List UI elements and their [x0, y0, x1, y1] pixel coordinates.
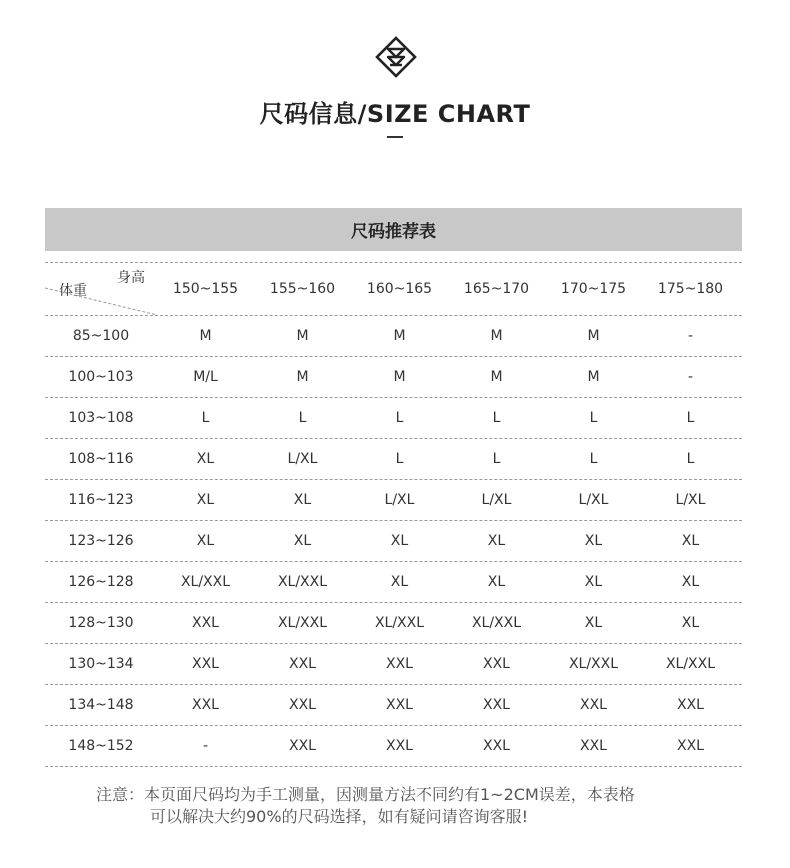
- note-line-1: 注意：本页面尺码均为手工测量，因测量方法不同约有1~2CM误差，本表格: [96, 785, 635, 804]
- size-cell: L: [686, 410, 695, 426]
- size-cell: -: [202, 738, 209, 754]
- weight-range-text: 128~130: [68, 615, 134, 631]
- weight-range: [45, 726, 157, 766]
- weight-range: [45, 603, 157, 643]
- corner-cell: [45, 263, 157, 315]
- size-cell: M: [393, 369, 406, 385]
- size-cell: XXL: [483, 656, 510, 672]
- size-cell: XL: [681, 533, 700, 549]
- table-row: [45, 685, 742, 726]
- size-cell: M: [490, 328, 503, 344]
- size-cell: XXL: [483, 738, 510, 754]
- weight-range: [45, 685, 157, 725]
- height-header: 155~160: [269, 281, 336, 297]
- weight-range-text: 85~100: [72, 328, 130, 344]
- size-cell: XL: [196, 533, 215, 549]
- size-cell: XXL: [386, 697, 413, 713]
- size-cell: XXL: [386, 656, 413, 672]
- size-cell: XL/XXL: [180, 574, 231, 590]
- page-title: 尺码信息/SIZE CHART: [259, 100, 531, 128]
- size-cell: XXL: [677, 697, 704, 713]
- size-cell: XL: [196, 451, 215, 467]
- size-cell: L/XL: [384, 492, 415, 508]
- size-cell: XL: [584, 574, 603, 590]
- table-row: [45, 480, 742, 521]
- note-line-2: 可以解决大约90%的尺码选择，如有疑问请咨询客服!: [150, 807, 528, 826]
- size-cell: XL: [584, 533, 603, 549]
- size-cell: XL/XXL: [277, 615, 328, 631]
- size-cell: XXL: [289, 656, 316, 672]
- weight-range-text: 148~152: [68, 738, 134, 754]
- size-cell: XL: [390, 574, 409, 590]
- size-cell: -: [687, 369, 694, 385]
- size-cell: L: [492, 451, 501, 467]
- size-cell: L: [201, 410, 210, 426]
- size-cell: L: [686, 451, 695, 467]
- table-row: [45, 521, 742, 562]
- height-header: 175~180: [657, 281, 724, 297]
- table-body: [45, 316, 742, 767]
- table-row: [45, 439, 742, 480]
- size-cell: XL: [681, 574, 700, 590]
- table-row: [45, 562, 742, 603]
- weight-range-text: 108~116: [68, 451, 134, 467]
- size-cell: M: [490, 369, 503, 385]
- height-header: 170~175: [560, 281, 627, 297]
- size-cell: XL/XXL: [277, 574, 328, 590]
- size-cell: L: [395, 451, 404, 467]
- size-cell: XL/XXL: [568, 656, 619, 672]
- table-header-row: [45, 262, 742, 316]
- table-row: [45, 316, 742, 357]
- size-cell: XXL: [289, 738, 316, 754]
- size-cell: XXL: [580, 697, 607, 713]
- table-row: [45, 644, 742, 685]
- weight-range: [45, 562, 157, 602]
- size-cell: XL: [487, 574, 506, 590]
- size-cell: -: [687, 328, 694, 344]
- table-row: [45, 726, 742, 767]
- size-cell: M/L: [193, 369, 218, 385]
- size-cell: M: [393, 328, 406, 344]
- size-cell: XXL: [192, 615, 219, 631]
- size-cell: XXL: [386, 738, 413, 754]
- title-underline: [387, 136, 403, 138]
- size-cell: XL: [293, 533, 312, 549]
- weight-range: [45, 398, 157, 438]
- weight-range-text: 123~126: [68, 533, 134, 549]
- size-cell: L: [589, 410, 598, 426]
- size-cell: M: [587, 328, 600, 344]
- table-row: [45, 357, 742, 398]
- weight-range-text: 126~128: [68, 574, 134, 590]
- weight-range-text: 134~148: [68, 697, 134, 713]
- size-cell: M: [296, 369, 309, 385]
- size-cell: L/XL: [675, 492, 706, 508]
- table-row: [45, 398, 742, 439]
- height-axis-label: 身高: [117, 270, 145, 286]
- size-cell: XL: [293, 492, 312, 508]
- weight-range: [45, 439, 157, 479]
- size-cell: L: [395, 410, 404, 426]
- size-cell: XXL: [192, 656, 219, 672]
- size-cell: L/XL: [287, 451, 318, 467]
- weight-axis-label: 体重: [59, 283, 87, 299]
- size-cell: XL: [390, 533, 409, 549]
- size-cell: L/XL: [481, 492, 512, 508]
- weight-range-text: 103~108: [68, 410, 134, 426]
- size-cell: XL: [681, 615, 700, 631]
- height-header: 160~165: [366, 281, 433, 297]
- size-cell: L: [589, 451, 598, 467]
- size-cell: XL/XXL: [665, 656, 716, 672]
- size-cell: XL: [487, 533, 506, 549]
- weight-range-text: 100~103: [68, 369, 134, 385]
- weight-range: [45, 316, 157, 356]
- size-cell: L: [492, 410, 501, 426]
- size-cell: M: [199, 328, 212, 344]
- size-cell: M: [587, 369, 600, 385]
- size-cell: XL/XXL: [374, 615, 425, 631]
- size-cell: M: [296, 328, 309, 344]
- weight-range: [45, 521, 157, 561]
- height-header: 150~155: [172, 281, 239, 297]
- size-cell: XL: [584, 615, 603, 631]
- size-cell: XXL: [580, 738, 607, 754]
- size-cell: XXL: [289, 697, 316, 713]
- weight-range-text: 130~134: [68, 656, 134, 672]
- size-cell: XXL: [677, 738, 704, 754]
- size-cell: L: [298, 410, 307, 426]
- weight-range: [45, 357, 157, 397]
- size-cell: L/XL: [578, 492, 609, 508]
- size-cell: XXL: [192, 697, 219, 713]
- size-cell: XL: [196, 492, 215, 508]
- height-header: 165~170: [463, 281, 530, 297]
- size-note: [96, 784, 736, 828]
- size-cell: XXL: [483, 697, 510, 713]
- brand-logo-icon: [375, 36, 417, 78]
- table-title: 尺码推荐表: [45, 208, 742, 251]
- size-cell: XL/XXL: [471, 615, 522, 631]
- size-table: [45, 262, 742, 767]
- table-row: [45, 603, 742, 644]
- weight-range-text: 116~123: [68, 492, 134, 508]
- weight-range: [45, 644, 157, 684]
- weight-range: [45, 480, 157, 520]
